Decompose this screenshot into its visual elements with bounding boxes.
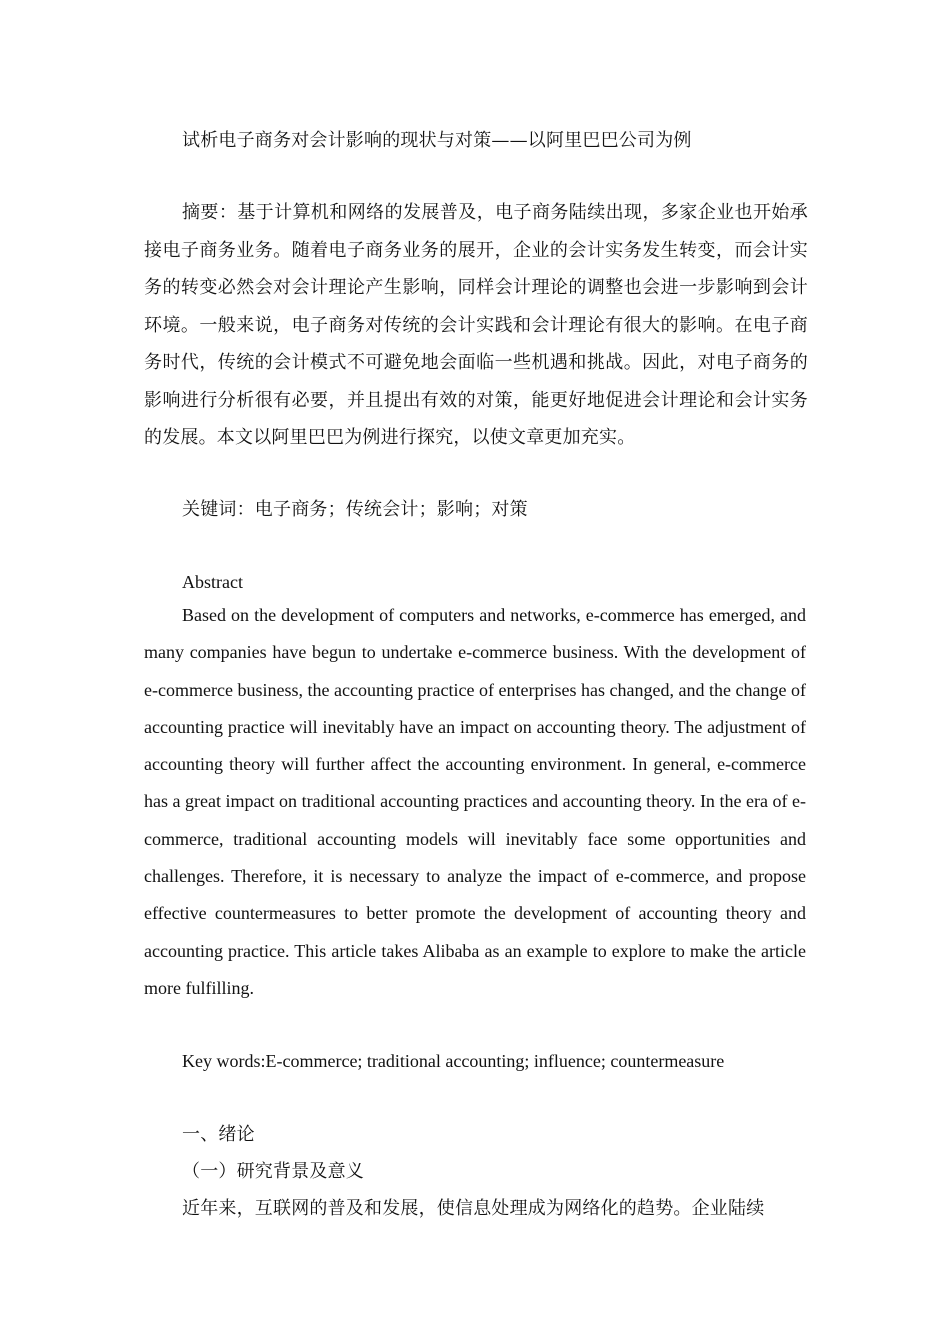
intro-paragraph: 近年来，互联网的普及和发展，使信息处理成为网络化的趋势。企业陆续 — [182, 1198, 765, 1219]
english-abstract: Based on the development of computers and networks, e-commerce has emerged, and many companies have begun to undertake e-commerce business. With the development of e-commerce business, the accounting practice of enterprises has changed, and the change of accounting practice will inevitably have an impact on accounting theory. The adjustment of accounting theory will further affect the accounting environment. In general, e-commerce has a great impact on traditional accounting practices and accounting theory. In the era of e-commerce, traditional accounting models will inevitably face some opportunities and challenges. Therefore, it is necessary to analyze the impact of e-commerce, and propose effective countermeasures to better promote the development of accounting theory and accounting practice. This article takes Alibaba as an example to explore to make the article more fulfilling. — [144, 605, 806, 998]
english-keywords: Key words:E-commerce; traditional accounting; influence; countermeasure — [182, 1051, 725, 1071]
subsection-heading: （一）研究背景及意义 — [182, 1161, 364, 1182]
section-heading: 一、绪论 — [182, 1124, 255, 1145]
chinese-keywords: 关键词：电子商务；传统会计；影响；对策 — [182, 499, 528, 520]
english-abstract-heading: Abstract — [182, 572, 243, 592]
chinese-abstract: 摘要：基于计算机和网络的发展普及，电子商务陆续出现，多家企业也开始承接电子商务业务。随着电子商务业务的展开，企业的会计实务发生转变，而会计实务的转变必然会对会计理论产生影响，同样会计理论的调整也会进一步影响到会计环境。一般来说，电子商务对传统的会计实践和会计理论有很大的影响。在电子商务时代，传统的会计模式不可避免地会面临一些机遇和挑战。因此，对电子商务的影响进行分析很有必要，并且提出有效的对策，能更好地促进会计理论和会计实务的发展。本文以阿里巴巴为例进行探究，以使文章更加充实。 — [144, 202, 808, 448]
document-title: 试析电子商务对会计影响的现状与对策——以阿里巴巴公司为例 — [182, 130, 692, 151]
